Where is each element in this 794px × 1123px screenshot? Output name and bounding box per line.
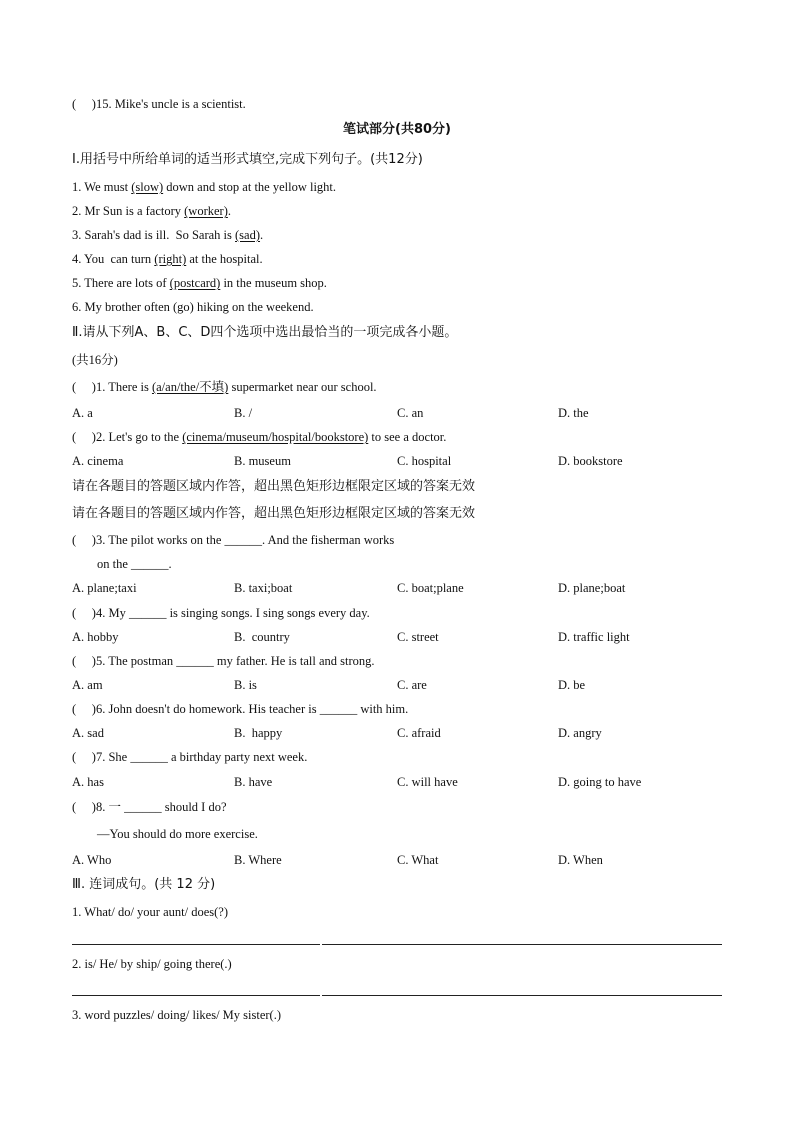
question-4: ( )4. My ______ is singing songs. I sing songs every day.	[72, 606, 370, 620]
option-d: D. traffic light	[558, 630, 630, 644]
option-c: C. hospital	[397, 454, 452, 468]
option-d: D. the	[558, 406, 589, 420]
blank-word: (worker)	[184, 204, 228, 218]
blank-word: (right)	[154, 252, 187, 266]
option-b: B. is	[234, 678, 257, 692]
question-7: ( )7. She ______ a birthday party next week.	[72, 750, 308, 764]
question-3-continued: on the ______.	[97, 557, 172, 571]
question-8: ( )8. 一 ______ should I do?	[72, 800, 227, 814]
question-15: ( )15. Mike's uncle is a scientist.	[72, 97, 246, 111]
question-6: ( )6. John doesn't do homework. His teacher is ______ with him.	[72, 702, 409, 716]
option-b: B. museum	[234, 454, 291, 468]
option-b: B. happy	[234, 726, 283, 740]
option-a: A. sad	[72, 726, 104, 740]
blank-word: (a/an/the/不填)	[151, 380, 229, 394]
option-d: D. bookstore	[558, 454, 623, 468]
question-5: ( )5. The postman ______ my father. He is tall and strong.	[72, 654, 375, 668]
option-c: C. What	[397, 853, 439, 867]
option-c: C. are	[397, 678, 427, 692]
option-b: B. /	[234, 406, 253, 420]
part1-item-6: 6. My brother often (go) hiking on the weekend.	[72, 300, 314, 314]
blank-word: (sad)	[235, 228, 261, 242]
answer-line[interactable]	[72, 944, 320, 945]
option-d: D. plane;boat	[558, 581, 626, 595]
part3-heading: Ⅲ. 连词成句。(共 12 分)	[72, 877, 216, 892]
part1-item-3: 3. Sarah's dad is ill. So Sarah is (sad).	[72, 228, 264, 242]
blank-word: (slow)	[131, 180, 164, 194]
option-d: D. going to have	[558, 775, 642, 789]
option-d: D. angry	[558, 726, 602, 740]
option-b: B. taxi;boat	[234, 581, 293, 595]
option-a: A. hobby	[72, 630, 119, 644]
question-2: ( )2. Let's go to the (cinema/museum/hospital/bookstore) to see a doctor.	[72, 430, 447, 444]
answer-line[interactable]	[322, 944, 722, 945]
question-1: ( )1. There is (a/an/the/不填) supermarket near our school.	[72, 380, 377, 394]
part1-item-4: 4. You can turn (right) at the hospital.	[72, 252, 263, 266]
section-title: 笔试部分(共80分)	[343, 122, 451, 137]
option-b: B. have	[234, 775, 273, 789]
option-c: C. will have	[397, 775, 458, 789]
question-8-reply: —You should do more exercise.	[97, 827, 258, 841]
part1-item-1: 1. We must (slow) down and stop at the yellow light.	[72, 180, 337, 194]
option-a: A. cinema	[72, 454, 124, 468]
question-3: ( )3. The pilot works on the ______. And the fisherman works	[72, 533, 395, 547]
part1-item-5: 5. There are lots of (postcard) in the museum shop.	[72, 276, 327, 290]
part2-heading: Ⅱ.请从下列A、B、C、D四个选项中选出最恰当的一项完成各小题。	[72, 325, 458, 340]
option-a: A. Who	[72, 853, 112, 867]
option-a: A. am	[72, 678, 103, 692]
option-b: B. Where	[234, 853, 282, 867]
option-c: C. an	[397, 406, 424, 420]
option-a: A. a	[72, 406, 93, 420]
part3-item-1: 1. What/ do/ your aunt/ does(?)	[72, 905, 228, 919]
option-a: A. plane;taxi	[72, 581, 137, 595]
option-b: B. country	[234, 630, 290, 644]
part3-item-2: 2. is/ He/ by ship/ going there(.)	[72, 957, 232, 971]
option-c: C. boat;plane	[397, 581, 464, 595]
option-c: C. afraid	[397, 726, 441, 740]
part1-heading: Ⅰ.用括号中所给单词的适当形式填空,完成下列句子。(共12分)	[72, 152, 423, 167]
answer-line[interactable]	[322, 995, 722, 996]
option-c: C. street	[397, 630, 439, 644]
part1-item-2: 2. Mr Sun is a factory (worker).	[72, 204, 231, 218]
option-d: D. be	[558, 678, 586, 692]
answer-area-notice: 请在各题目的答题区域内作答，超出黑色矩形边框限定区域的答案无效	[72, 479, 476, 494]
blank-word: (cinema/museum/hospital/bookstore)	[182, 430, 369, 444]
answer-line[interactable]	[72, 995, 320, 996]
part2-score: (共16分)	[72, 353, 118, 367]
answer-area-notice: 请在各题目的答题区域内作答，超出黑色矩形边框限定区域的答案无效	[72, 506, 476, 521]
option-d: D. When	[558, 853, 603, 867]
blank-word: (postcard)	[169, 276, 221, 290]
part3-item-3: 3. word puzzles/ doing/ likes/ My sister(.)	[72, 1008, 281, 1022]
option-a: A. has	[72, 775, 104, 789]
